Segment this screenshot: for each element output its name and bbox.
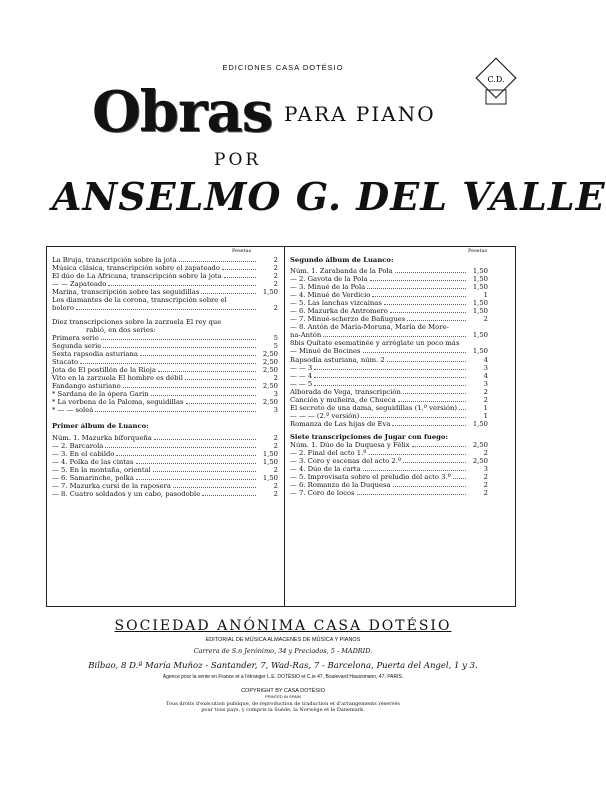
catalog-entry [52,342,278,350]
leader-dots [363,470,467,471]
footer [0,618,566,713]
catalog-entry-title: El secreto de una dama, seguidillas (1.ª versión) [290,404,457,412]
luanco1-entry-title: — 5. En la montaña, oriental [52,466,151,474]
catalog-entry [290,412,488,420]
luanco2-entry-price: 1,50 [472,275,488,283]
left-col-header: Pesetas [232,248,252,254]
leader-dots [95,411,256,412]
logo-emblem [476,60,516,110]
luanco2-entry-title: na-Antón [290,331,322,339]
luanco2-entry [290,267,488,275]
luanco2-entry-title: — 4. Minué de Verdicio [290,291,371,299]
leader-dots [136,479,256,480]
jugar-entry-title: — 7. Coro de locos [290,489,355,497]
luanco2-entry [290,347,488,355]
leader-dots [186,403,256,404]
catalog-entry-title: Rapsodia asturiana, núm. 2 [290,356,385,364]
leader-dots [393,486,466,487]
right-column [290,256,488,497]
footer-company: SOCIEDAD ANÓNIMA CASA DOTÉSIO [114,618,452,634]
jugar-entry-price: 3 [483,465,488,473]
jugar-entry-price: 2 [483,449,488,457]
svg-text:C.D.: C.D. [487,75,505,84]
catalog-entry-price: 4 [483,356,488,364]
leader-dots [179,261,256,262]
leader-dots [370,280,467,281]
catalog-entry [52,350,278,358]
leader-dots [459,409,466,410]
leader-dots [387,361,466,362]
catalog-entry [52,280,278,288]
catalog-entry-price: 5 [273,342,278,350]
leader-dots [185,379,256,380]
luanco2-entry-title: — 2. Gavota de la Pola [290,275,368,283]
catalog-entry-title: El dúo de La Africana, transcripción sobre la jota [52,272,222,280]
leader-dots [403,462,466,463]
catalog-entry-title: Primera serie [52,334,99,342]
luanco1-entry [52,490,278,498]
catalog-entry [52,334,278,342]
leader-dots [363,352,466,353]
catalog-entry-title: Romanza de Las hijas de Eva [290,420,391,428]
jugar-entry-title: Núm. 1. Dúo de la Duquesa y Félix [290,441,410,449]
luanco1-entry-title: Núm. 1. Mazurka bíforqueña [52,434,152,442]
catalog-entry [290,420,488,428]
catalog-entry-title: Marina, transcripción sobre las seguidillas [52,288,200,296]
luanco2-entry-price: 1,50 [472,283,488,291]
catalog-entry-price: 2,50 [262,350,278,358]
footer-line4: Agence pour la vente en France et a l'étranger L.E. DOTÉSIO et C.ie 47, Boulevard Haussmann, 47. PARIS. [162,674,404,680]
leader-dots [224,277,256,278]
luanco2-entry-price: 1,50 [472,267,488,275]
catalog-entry [52,264,278,272]
column-divider [284,246,285,607]
leader-dots [158,371,256,372]
luanco2-entry [290,323,488,331]
leader-dots [153,471,256,472]
leader-dots [105,447,256,448]
jugar-entry [290,473,488,481]
luanco2-entry [290,283,488,291]
catalog-entry [52,390,278,398]
luanco2-entry [290,331,488,339]
luanco2-entry-title: — Minué de Bocines [290,347,361,355]
catalog-entry-title: Los diamantes de la corona, transcripción sobre el [52,296,227,304]
luanco1-entry-title: — 7. Mazurka cursi de la raposera [52,482,171,490]
catalog-entry [290,404,488,412]
footer-copyright: COPYRIGHT BY CASA DOTÉSIO [241,688,325,694]
leader-dots [412,446,466,447]
catalog-entry-title: * — — soleá [52,406,94,414]
leader-dots [357,494,466,495]
catalog-entry [290,388,488,396]
catalog-entry [52,398,278,406]
leader-dots [398,401,466,402]
footer-printed: PRINTED IN SPAIN [265,694,301,699]
catalog-entry [52,382,278,390]
catalog-entry [52,366,278,374]
catalog-entry-price: 2 [273,280,278,288]
leader-dots [101,339,256,340]
luanco1-entry-price: 1,50 [262,458,278,466]
catalog-entry-price: 3 [273,390,278,398]
jugar-entry [290,489,488,497]
luanco1-entry [52,466,278,474]
catalog-entry-price: 2,50 [262,398,278,406]
leader-dots [361,417,466,418]
catalog-entry-title: — — 5 [290,380,313,388]
jugar-entry [290,481,488,489]
catalog-entry-price: 3 [273,406,278,414]
rey-rabio-heading-2: rabió, en dos series: [86,326,156,334]
catalog-entry [290,356,488,364]
catalog-entry-title: Alborada de Vega, transcripción [290,388,401,396]
title-obras: Obras [92,79,273,145]
catalog-entry-price: 1 [483,404,488,412]
footer-rights2: pour tous pays, y compris la Suède, la Norwège et le Danemark. [201,707,365,713]
luanco2-entry-title: — 8. Antón de María-Moruna, María de More- [290,323,449,331]
luanco2-entry-price: 1,50 [472,331,488,339]
footer-line2: Carrera de S.n Jerónimo, 34 y Preciados, 5 - MADRID. [193,647,373,655]
catalog-entry-title: Stacato [52,358,79,366]
luanco1-entry-price: 2 [273,434,278,442]
luanco1-entry-title: — 4. Polka de las cintas [52,458,134,466]
jugar-entry-title: — 4. Dúo de la carta [290,465,361,473]
catalog-entry [290,380,488,388]
jugar-entry [290,449,488,457]
catalog-entry-price: 2 [273,304,278,312]
luanco1-entry-price: 2 [273,490,278,498]
catalog-entry-title: Canción y muñeira, de Chueca [290,396,396,404]
catalog-entry [52,256,278,264]
luanco2-entry-price: 2 [483,315,488,323]
luanco1-entry-price: 1,50 [262,450,278,458]
catalog-entry-price: 1,50 [262,288,278,296]
catalog-entry [52,272,278,280]
leader-dots [202,495,256,496]
catalog-entry-title: * La verbena de la Paloma, seguidillas [52,398,184,406]
catalog-entry-price: 3 [483,380,488,388]
catalog-entry-price: 2 [273,264,278,272]
catalog-entry-title: La Bruja, transcripción sobre la jota [52,256,177,264]
catalog-entry [52,358,278,366]
leader-dots [323,336,466,337]
catalog-entry-price: 1 [483,412,488,420]
leader-dots [140,355,256,356]
leader-dots [123,387,256,388]
leader-dots [314,377,466,378]
luanco1-entry-price: 2 [273,482,278,490]
catalog-entry-price: 2 [273,256,278,264]
catalog-entry-price: 2,50 [262,366,278,374]
catalog-entry-title: Jota de El postillón de la Rioja [52,366,156,374]
luanco1-entry-title: — 6. Samarinche, polka [52,474,134,482]
luanco1-entry-title: — 2. Barcarola [52,442,104,450]
luanco1-entry-price: 1,50 [262,474,278,482]
composer-name: ANSELMO G. DEL VALLE [52,174,606,219]
luanco2-entry [290,339,488,347]
luanco1-entry-title: — 3. En el cabildo [52,450,115,458]
leader-dots [395,272,466,273]
catalog-entry [290,372,488,380]
jugar-entry [290,457,488,465]
jugar-entry [290,441,488,449]
jugar-entry-title: — 6. Romanza de la Duquesa [290,481,391,489]
catalog-entry-price: 2 [483,388,488,396]
catalog-entry-price: 3 [483,364,488,372]
luanco2-entry-title: — 7. Minué-scherzo de Bañugues [290,315,406,323]
leader-dots [407,320,466,321]
footer-line3: Bilbao, 8 D.ª María Muñoz - Santander, 7, Wad-Ras, 7 - Barcelona, Puerta del Angel, 1 y 3. [88,661,478,671]
luanco2-entry [290,299,488,307]
catalog-entry [52,304,278,312]
leader-dots [384,304,466,305]
luanco2-entry-title: — 6. Mazurka de Antromero [290,307,388,315]
catalog-entry [52,288,278,296]
catalog-entry-price: 2,50 [262,358,278,366]
catalog-entry-title: Música clásica, transcripción sobre el zapateado [52,264,220,272]
jugar-entry-title: — 2. Final del acto 1.º [290,449,367,457]
jugar-entry [290,465,488,473]
luanco2-entry-price: 1,50 [472,299,488,307]
catalog-entry-title: bolero [52,304,74,312]
catalog-entry-price: 1,50 [472,420,488,428]
luanco2-entry-title: — 5. Las lanchas vizcaínas [290,299,382,307]
catalog-entry-title: — — — (2.ª versión) [290,412,360,420]
luanco1-entry [52,450,278,458]
luanco2-entry-price: 1 [483,291,488,299]
publisher-top: EDICIONES CASA DOTÉSIO [222,63,344,72]
jugar-heading: Siete transcripciones de Jugar con fuego: [290,433,448,441]
catalog-entry-title: Vito en la zarzuela El hombre es débil [52,374,183,382]
left-column [52,256,278,498]
leader-dots [453,478,466,479]
jugar-entry-price: 2 [483,473,488,481]
catalog-entry [290,396,488,404]
luanco2-entry [290,315,488,323]
leader-dots [103,347,256,348]
leader-dots [173,487,256,488]
leader-dots [403,393,466,394]
jugar-entry-price: 2 [483,489,488,497]
leader-dots [80,363,256,364]
leader-dots [222,269,256,270]
luanco1-entry-price: 2 [273,442,278,450]
catalog-entry-title: Sexta rapsodia asturiana [52,350,138,358]
jugar-entry-title: — 5. Improvisata sobre el preludio del acto 3.º [290,473,451,481]
footer-rights1: Tous droits d'exécution publique, de reproduction de traduction et d'arrangements réservés [166,701,400,707]
luanco2-entry [290,291,488,299]
leader-dots [367,288,466,289]
catalog-entry-title: — — 3 [290,364,313,372]
title-para-piano: PARA PIANO [284,102,436,126]
footer-line1: EDITORIAL DE MÚSICA ALMACENES DE MÚSICA Y PIANOS [205,637,361,643]
catalog-entry-price: 2 [273,272,278,280]
right-col-header: Pesetas [468,248,488,254]
leader-dots [314,385,466,386]
catalog-entry-price: 5 [273,334,278,342]
luanco1-entry [52,474,278,482]
luanco1-heading: Primer álbum de Luanco: [52,422,149,430]
leader-dots [116,455,256,456]
catalog-entry [52,374,278,382]
leader-dots [392,425,466,426]
catalog-entry-price: 2 [483,396,488,404]
catalog-entry-price: 2,50 [262,382,278,390]
catalog-entry [290,364,488,372]
catalog-entry-title: Segunda serie [52,342,102,350]
luanco1-entry-title: — 8. Cuatro soldados y un cabo, pasodoble [52,490,201,498]
jugar-entry-price: 2,50 [472,441,488,449]
luanco1-entry [52,482,278,490]
title-por: POR [214,150,262,170]
catalog-entry-title: * Sardana de la ópera Garin [52,390,149,398]
leader-dots [151,395,256,396]
luanco2-entry [290,275,488,283]
rey-rabio-heading-1: Diez transcripciones sobre la zarzuela El rey que [52,318,222,326]
leader-dots [136,463,256,464]
leader-dots [369,454,467,455]
luanco2-entry-title: Núm. 1. Zarabanda de la Pola [290,267,393,275]
luanco2-entry-title: — 3. Minué de la Pola [290,283,366,291]
jugar-entry-price: 2,50 [472,457,488,465]
catalog-entry-title: — — 4 [290,372,313,380]
catalog-entry [52,406,278,414]
luanco1-entry [52,442,278,450]
leader-dots [390,312,466,313]
jugar-entry-title: — 3. Coro y escenas del acto 2.º [290,457,402,465]
catalog-entry [52,296,278,304]
leader-dots [201,293,256,294]
luanco1-entry-price: 2 [273,466,278,474]
luanco2-heading: Segundo álbum de Luanco: [290,256,394,264]
leader-dots [372,296,466,297]
leader-dots [108,285,256,286]
catalog-entry-title: — — Zapateado [52,280,107,288]
luanco2-entry-price: 1,50 [472,307,488,315]
leader-dots [76,309,256,310]
luanco2-entry [290,307,488,315]
leader-dots [154,439,256,440]
catalog-entry-title: Fandango asturiano [52,382,121,390]
luanco1-entry [52,434,278,442]
jugar-entry-price: 2 [483,481,488,489]
luanco2-entry-price: 1,50 [472,347,488,355]
catalog-entry-price: 4 [483,372,488,380]
luanco1-entry [52,458,278,466]
luanco2-entry-title: 8bis Quítate esematinée y arréglate un poco más [290,339,460,347]
catalog-entry-price: 2 [273,374,278,382]
leader-dots [314,369,466,370]
